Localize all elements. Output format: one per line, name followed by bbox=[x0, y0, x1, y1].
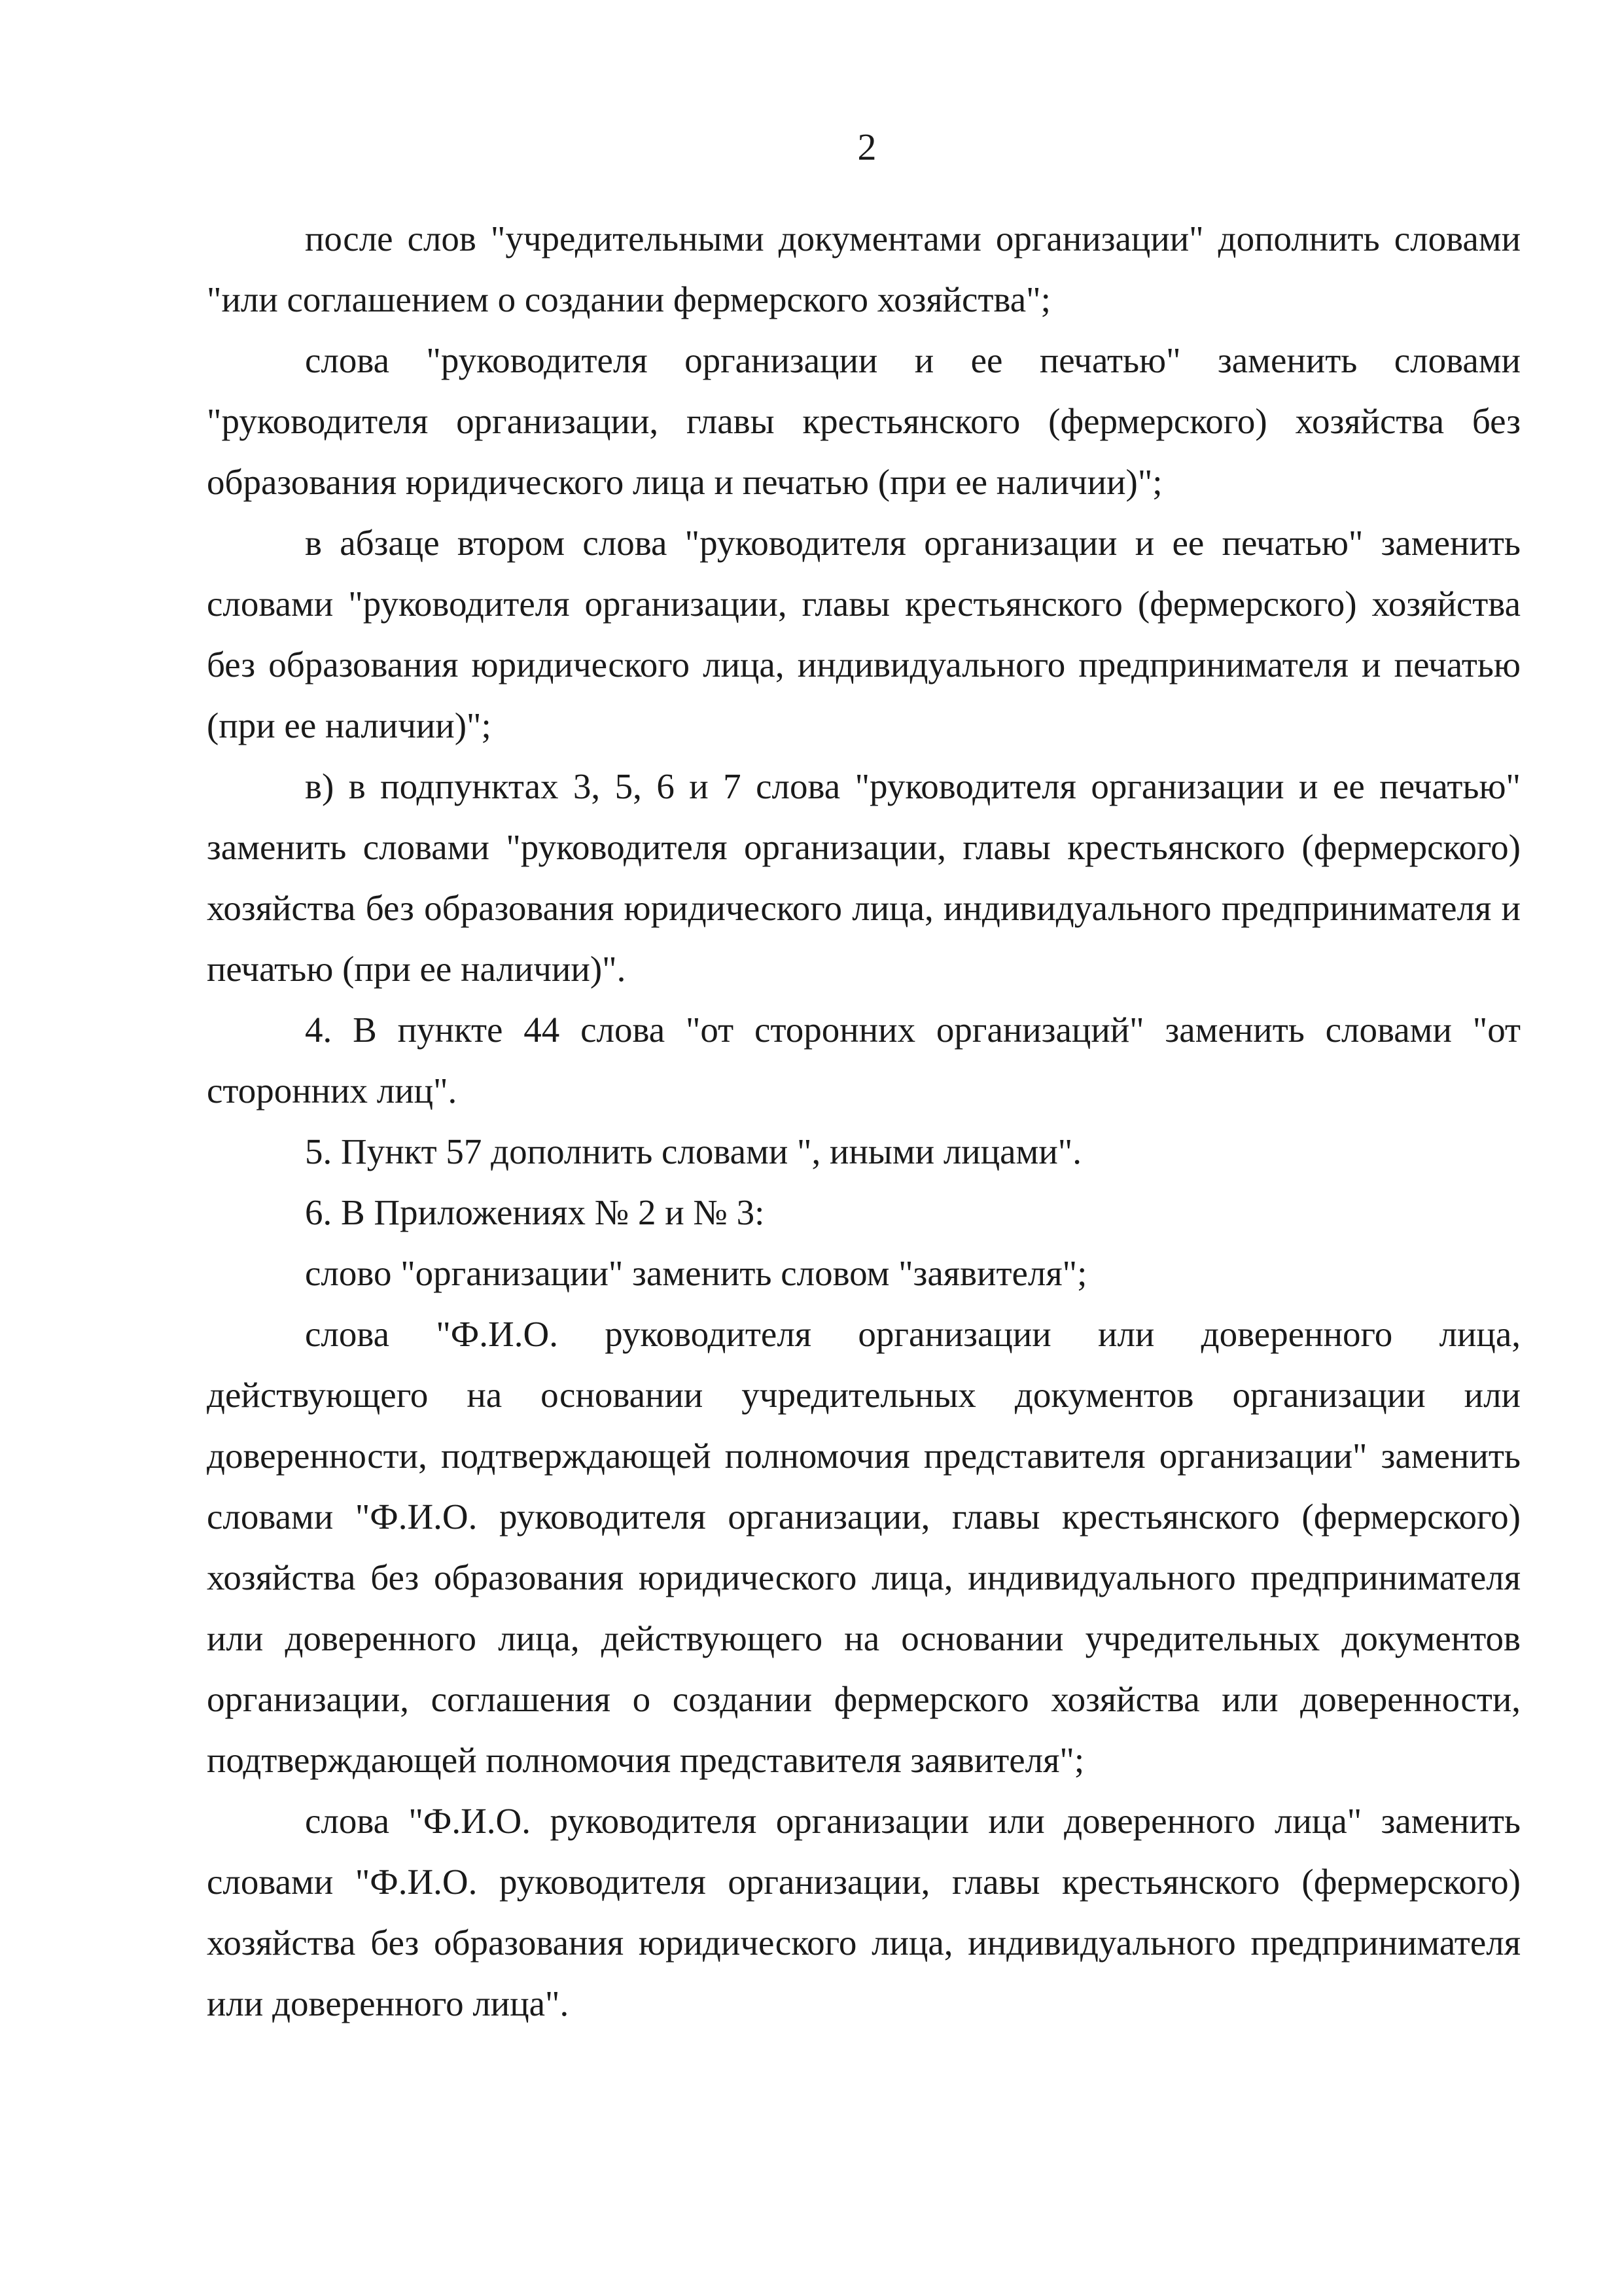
paragraph-trusted-person-replacement: слова "Ф.И.О. руководителя организации или доверенного лица" заменить словами "Ф.И.О. руководителя организации, главы крестьянского (фермерского) хозяйства без образования юридического лица, индивидуального предпринимателя или доверенного лица". bbox=[207, 1801, 1521, 2023]
paragraph-word-replacement: слово "организации" заменить словом "заявителя"; bbox=[305, 1253, 1087, 1293]
document-body bbox=[207, 208, 1521, 2034]
paragraph-full-name-replacement: слова "Ф.И.О. руководителя организации или доверенного лица, действующего на основании учредительных документов организации или доверенности, подтверждающей полномочия представителя организации" заменить словами "Ф.И.О. руководителя организации, главы крестьянского (фермерского) хозяйства без образования юридического лица, индивидуального предпринимателя или доверенного лица, действующего на основании учредительных документов организации, соглашения о создании фермерского хозяйства или доверенности, подтверждающей полномочия представителя заявителя"; bbox=[207, 1314, 1521, 1780]
paragraph-head-signature-seal: слова "руководителя организации и ее печатью" заменить словами "руководителя организации, главы крестьянского (фермерского) хозяйства без образования юридического лица и печатью (при ее наличии)"; bbox=[207, 340, 1521, 502]
paragraph-second-subparagraph: в абзаце втором слова "руководителя организации и ее печатью" заменить словами "руководителя организации, главы крестьянского (фермерского) хозяйства без образования юридического лица, индивидуального предпринимателя и печатью (при ее наличии)"; bbox=[207, 523, 1521, 745]
paragraph-item-44: 4. В пункте 44 слова "от сторонних организаций" заменить словами "от сторонних лиц". bbox=[207, 1010, 1521, 1111]
paragraph-founding-documents: после слов "учредительными документами организации" дополнить словами "или соглашением о создании фермерского хозяйства"; bbox=[207, 219, 1521, 319]
paragraph-item-57: 5. Пункт 57 дополнить словами ", иными лицами". bbox=[305, 1131, 1082, 1171]
paragraph-appendices: 6. В Приложениях № 2 и № 3: bbox=[305, 1192, 765, 1232]
page-number: 2 bbox=[857, 126, 877, 168]
paragraph-subitems-3-5-6-7: в) в подпунктах 3, 5, 6 и 7 слова "руководителя организации и ее печатью" заменить словами "руководителя организации, главы крестьянского (фермерского) хозяйства без образования юридического лица, индивидуального предпринимателя и печатью (при ее наличии)". bbox=[207, 766, 1521, 989]
